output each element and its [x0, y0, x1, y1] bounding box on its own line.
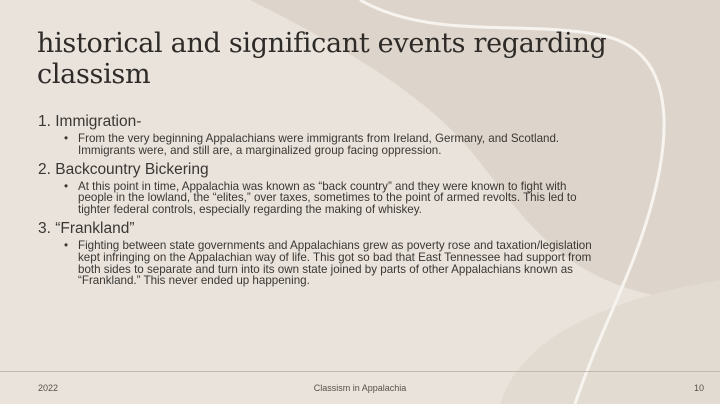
- event-heading: 1. Immigration-: [38, 113, 142, 130]
- event-description: From the very beginning Appalachians were immigrants from Ireland, Germany, and Scotland. Immigrants were, and still are, a marginalized group facing oppression.: [78, 132, 560, 157]
- event-item-frankland: [38, 220, 598, 287]
- slide-title: historical and significant events regarding classism: [37, 28, 607, 90]
- event-item-backcountry: [38, 161, 598, 216]
- event-heading: 2. Backcountry Bickering: [38, 160, 209, 178]
- footer-page-number: 10: [693, 383, 704, 393]
- footer-presentation-title: Classism in Appalachia: [313, 383, 407, 393]
- footer-divider: [0, 371, 720, 372]
- bullet-dot-icon: •: [64, 179, 69, 193]
- event-description: At this point in time, Appalachia was known as “back country” and they were known to fight with people in the lowland, the “elites,” over taxes, sometimes to the point of armed revolts. This led to tighter federal controls, especially regarding the making of whiskey.: [78, 179, 577, 217]
- event-item-immigration: [38, 113, 598, 157]
- event-bullet: [64, 133, 598, 157]
- event-heading: 3. “Frankland”: [38, 219, 135, 237]
- footer-year: 2022: [38, 383, 59, 393]
- event-bullet: [64, 181, 598, 216]
- bullet-dot-icon: •: [64, 238, 69, 252]
- bullet-dot-icon: •: [64, 132, 69, 145]
- event-list: [38, 113, 598, 291]
- event-bullet: [64, 240, 598, 287]
- event-description: Fighting between state governments and Appalachians grew as poverty rose and taxation/legislation kept infringing on the Appalachian way of life. This got so bad that East Tennessee had support from both sides to separate and turn into its own state joined by parts of other Appalachians known as “Frankland.” This never ended up happening.: [78, 238, 592, 288]
